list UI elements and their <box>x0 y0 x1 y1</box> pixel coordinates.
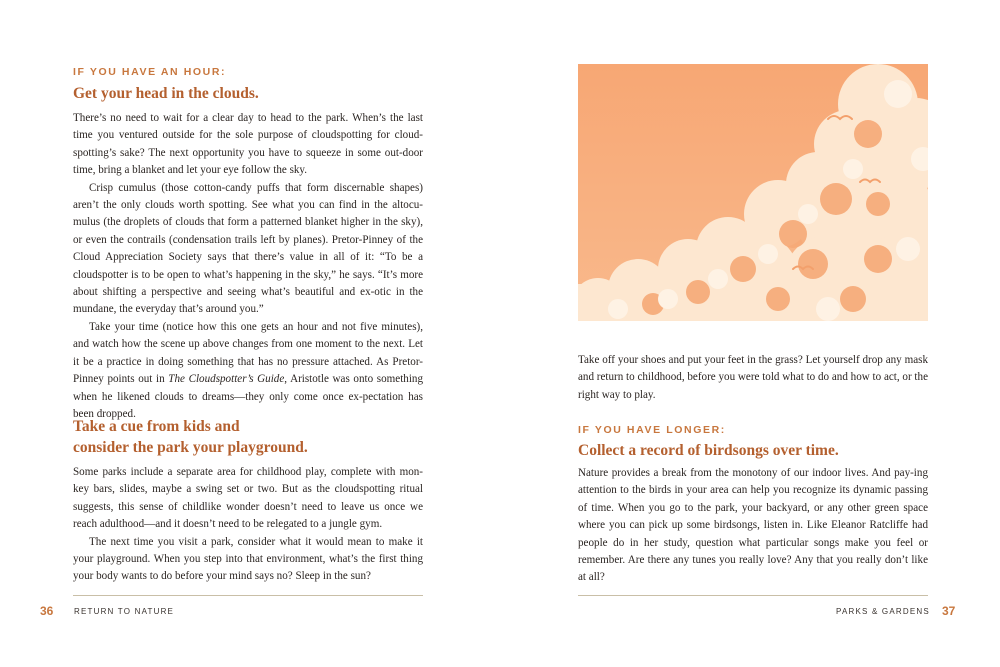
paragraph: Take your time (notice how this one gets an hour and not five minutes), and watch how the scene up above changes from one moment to the next. Let it be a practice in doing something that has no pressure attached. As Pretor-Pinney points out in The Cloudspotter’s Guide, Aristotle was onto something when he likened clouds to dreams—they only come once ex-pectation has been dropped. <box>73 320 423 420</box>
section-heading-birdsongs: Collect a record of birdsongs over time. <box>578 442 839 459</box>
running-head-right: PARKS & GARDENS <box>836 607 930 616</box>
book-title: The Cloudspotter’s Guide <box>168 373 285 386</box>
section-kicker-longer: IF YOU HAVE LONGER: <box>578 424 726 436</box>
paragraph: Some parks include a separate area for childhood play, complete with mon-key bars, slides, maybe a swing set or two. But as the cloudspotting ritual suggests, this sense of childlike wonder doesn’t need to leave us once we reach adulthood—and it doesn’t need to be relegated to a jungle gym. <box>73 466 423 531</box>
paragraph: Crisp cumulus (those cotton-candy puffs that form discernable shapes) aren’t the only clouds worth spotting. See what you can find in the altocu-mulus (the droplets of clouds that form a patterned blanket higher in the sky), or even the contrails (condensation trails left by planes). Pretor-Pinney of the Cloud Appreciation Society says that there’s value in all of it: “To be a cloudspotter is to be open to what’s happening in the sky,” he says. “It’s more about shifting a perspective and seeing what’s beautiful and ex-otic in the mundane, the everyday that’s around you.” <box>73 181 423 316</box>
paragraph: The next time you visit a park, consider what it would mean to make it your playground. When you step into that environment, what’s the first thing your body wants to do before your mind says no? Sleep in the sun? <box>73 535 423 583</box>
body-text-continued <box>578 352 928 404</box>
body-text-playground <box>73 464 423 586</box>
paragraph: Nature provides a break from the monotony of our indoor lives. And pay-ing attention to the birds in your area can help you recognize its dynamic passing of time. When you go to the park, your backyard, or any other green space where you can pick up some birdsongs, listen in. Like Eleanor Ratcliffe had people do in her study, question what particular songs make you feel or remember. Are there any tunes you really love? Any that you really don’t like at all? <box>578 467 928 584</box>
body-text-clouds <box>73 110 423 423</box>
section-kicker-hour: IF YOU HAVE AN HOUR: <box>73 66 227 78</box>
section-heading-clouds: Get your head in the clouds. <box>73 85 259 102</box>
running-head-left: RETURN TO NATURE <box>74 607 175 616</box>
footer-rule-right <box>578 595 928 596</box>
body-text-birdsongs <box>578 465 928 587</box>
footer-rule-left <box>73 595 423 596</box>
page-number-right: 37 <box>942 604 956 618</box>
paragraph: There’s no need to wait for a clear day to head to the park. When’s the last time you ventured outside for the sole purpose of cloudspotting for cloud-spotting’s sake? The next opportunity you have to squeeze in some out-door time, bring a blanket and let your eye follow the sky. <box>73 112 423 177</box>
paragraph: Take off your shoes and put your feet in the grass? Let yourself drop any mask and return to childhood, before you were told what to do and how to act, or the right way to play. <box>578 354 928 401</box>
clouds-illustration <box>578 64 928 321</box>
section-heading-playground: Take a cue from kids and consider the park your playground. <box>73 418 308 456</box>
page-number-left: 36 <box>40 604 54 618</box>
